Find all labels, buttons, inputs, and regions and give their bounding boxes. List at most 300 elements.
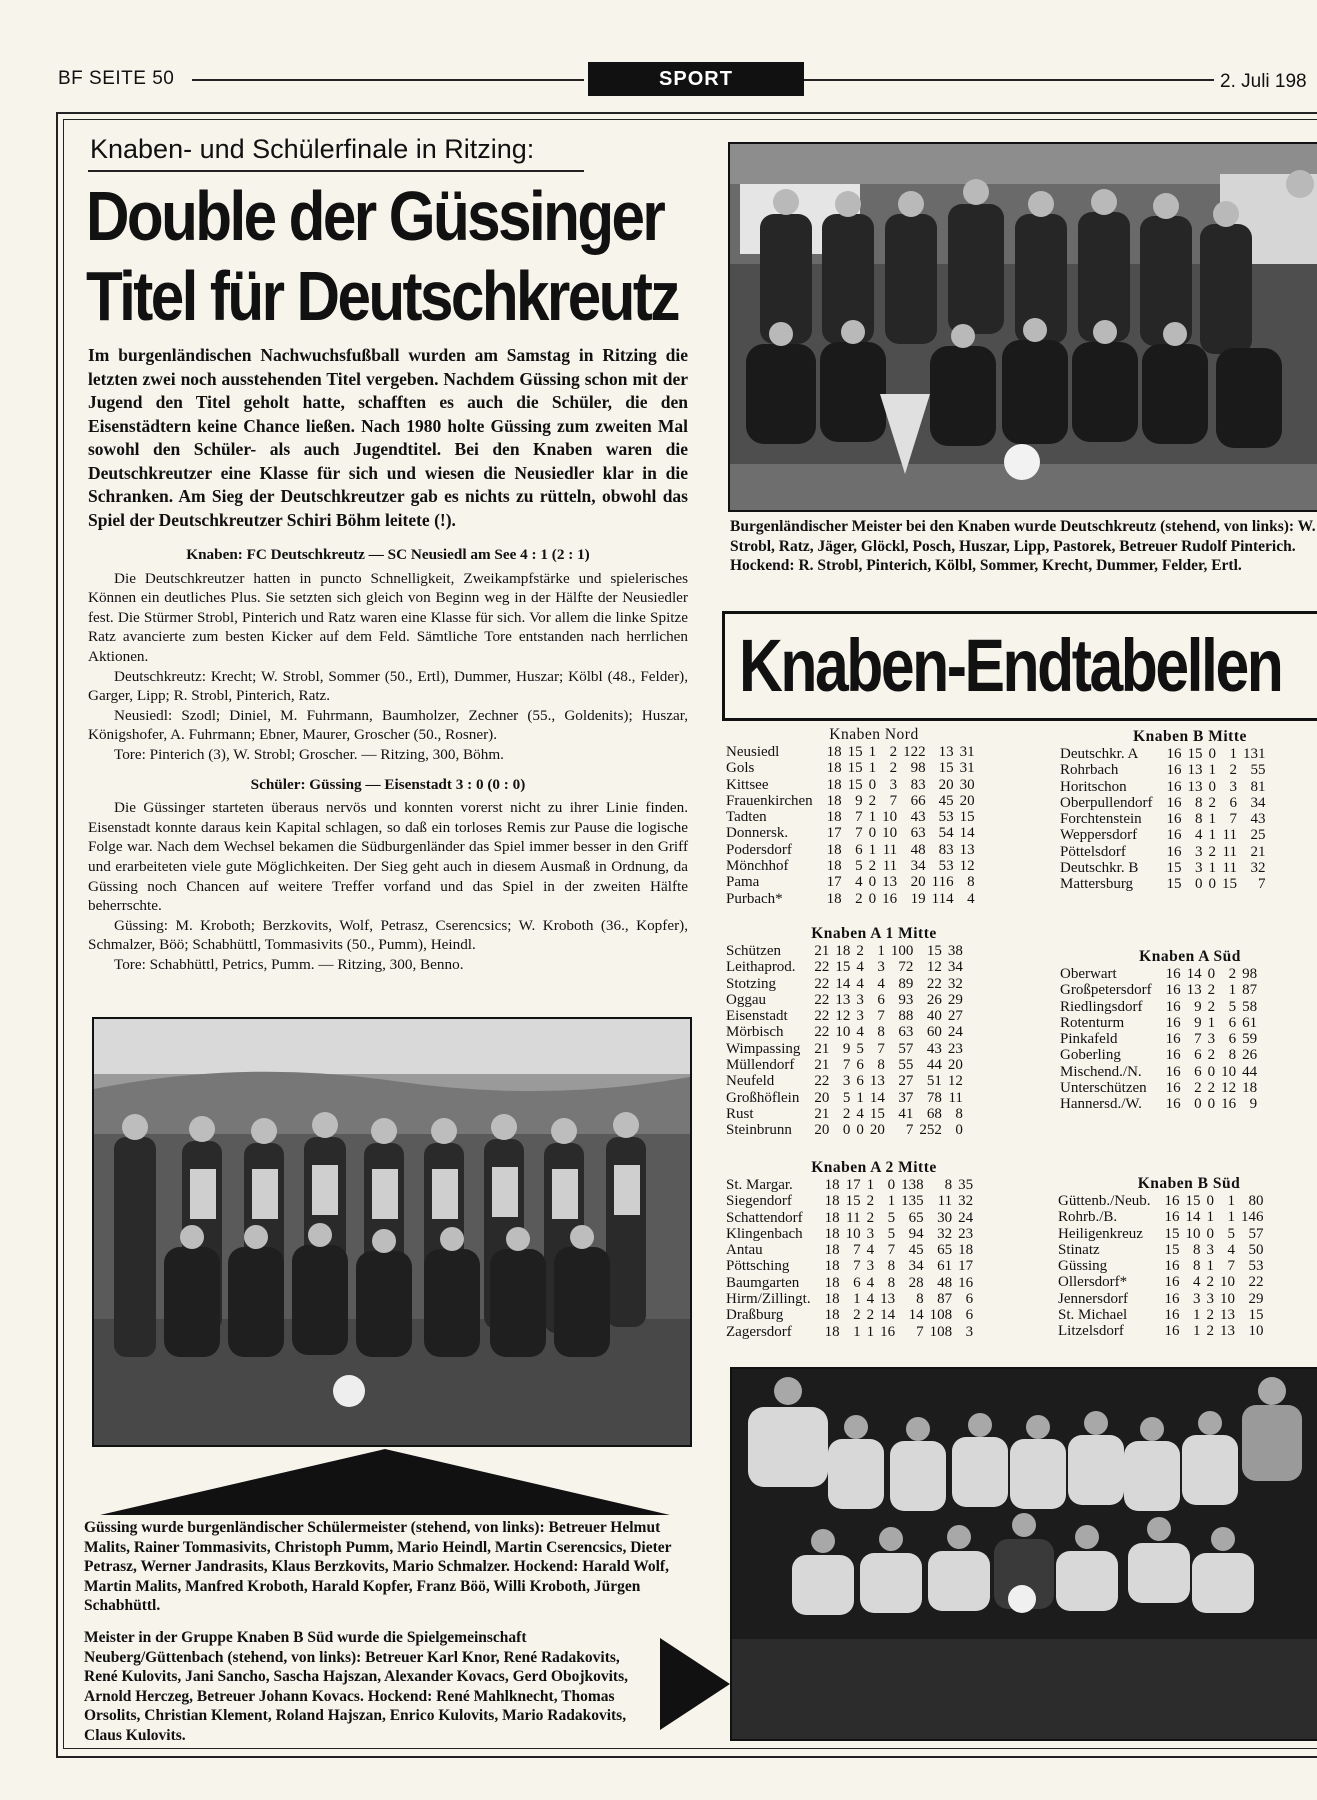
stat-cell: 53 <box>1248 1258 1264 1275</box>
table-row <box>1058 1209 1263 1225</box>
team-name: Pinkafeld <box>1060 1031 1118 1048</box>
stat-cell: 2 <box>889 760 898 777</box>
stat-cell: 18 <box>824 1291 840 1308</box>
stat-cell: 0 <box>868 890 877 907</box>
table-row <box>726 842 975 858</box>
team-name: Unterschützen <box>1060 1080 1147 1097</box>
stat-cell: 4 <box>1227 1241 1235 1258</box>
table-row <box>1060 746 1265 762</box>
table-row <box>1058 1291 1263 1307</box>
stat-cell: 29 <box>947 991 963 1008</box>
table-row <box>726 744 975 760</box>
stat-cell: 24 <box>958 1209 974 1226</box>
stat-cell: 2 <box>868 858 877 875</box>
team-name: Mörbisch <box>726 1024 784 1041</box>
stat-cell: 4 <box>866 1274 875 1291</box>
stat-cell: 58 <box>1242 998 1258 1015</box>
stat-cell: 16 <box>1221 1096 1237 1113</box>
stat-cell: 2 <box>855 890 863 907</box>
stat-cell: 7 <box>1194 1031 1202 1048</box>
stat-cell: 10 <box>882 825 898 842</box>
stat-cell: 7 <box>887 1242 896 1259</box>
stat-cell: 7 <box>877 1008 885 1025</box>
table-row <box>726 809 975 825</box>
stat-cell: 2 <box>1208 843 1216 860</box>
stat-cell: 10 <box>1248 1323 1264 1340</box>
stat-cell: 2 <box>866 1209 875 1226</box>
stat-cell: 14 <box>908 1307 924 1324</box>
stat-cell: 18 <box>824 1323 840 1340</box>
page-label: BF SEITE 50 <box>58 68 175 89</box>
team-name: Hannersd./W. <box>1060 1096 1142 1113</box>
table-knaben-b-sued <box>1058 1175 1317 1340</box>
stat-cell: 16 <box>1164 1307 1180 1324</box>
stat-cell: 55 <box>898 1057 914 1074</box>
stat-cell: 2 <box>1207 982 1216 999</box>
match1-text: Die Deutschkreutzer hatten in puncto Schnelligkeit, Zweikampfstärke und spielerisches Können ein deutliches Plus. Sie setzten sich gleich von Beginn weg in der Hälfte der Neusiedler fest. Die Stürmer Strobl, Pinterich und Ratz waren eine Klasse für sich. Vor allem die linke Spitze Ratz avancierte zum besten Kicker auf dem Feld. Sämtliche Tore entstanden nach herrlichen Aktionen. <box>88 569 688 665</box>
stat-cell: 43 <box>926 1040 942 1057</box>
stat-cell: 131 <box>1242 746 1266 762</box>
stat-cell: 1 <box>853 1323 861 1340</box>
stat-cell: 8 <box>1192 1241 1201 1258</box>
stat-cell: 10 <box>1219 1274 1235 1291</box>
table-row <box>726 1090 963 1106</box>
stat-cell: 17 <box>958 1258 974 1275</box>
photo-deutschkreutz-image <box>730 144 1317 510</box>
stat-cell: 34 <box>1250 794 1266 811</box>
stat-cell: 4 <box>877 975 885 992</box>
stat-cell: 16 <box>958 1274 974 1291</box>
stat-cell: 20 <box>869 1122 885 1139</box>
table-row <box>726 777 975 793</box>
team-name: Purbach* <box>726 890 783 907</box>
stat-cell: 2 <box>1207 1080 1216 1097</box>
table-row <box>726 1106 963 1122</box>
stat-cell: 0 <box>1206 1193 1214 1209</box>
stat-cell: 1 <box>1227 1209 1235 1226</box>
stat-cell: 10 <box>882 809 898 826</box>
team-name: Oberpullendorf <box>1060 794 1153 811</box>
stat-cell: 2 <box>889 744 898 760</box>
stat-cell: 8 <box>955 1105 963 1122</box>
stat-cell: 19 <box>910 890 926 907</box>
stat-cell: 4 <box>856 1105 864 1122</box>
team-name: Mattersburg <box>1060 876 1134 893</box>
team-name: Schützen <box>726 943 781 959</box>
team-name: Mönchhof <box>726 858 789 875</box>
stat-cell: 2 <box>1206 1323 1214 1340</box>
stat-cell: 26 <box>926 991 942 1008</box>
stat-cell: 26 <box>1242 1047 1258 1064</box>
table-row <box>726 874 975 890</box>
stat-cell: 10 <box>1221 1063 1237 1080</box>
stat-cell: 7 <box>1257 876 1266 893</box>
table-row <box>726 1057 963 1073</box>
team-name: Gols <box>726 760 755 777</box>
stat-cell: 0 <box>1207 1063 1216 1080</box>
stat-cell: 24 <box>947 1024 963 1041</box>
stat-cell: 10 <box>835 1024 851 1041</box>
stat-cell: 2 <box>1194 1080 1202 1097</box>
table-row <box>726 858 975 874</box>
stat-cell: 1 <box>877 943 885 959</box>
stat-cell: 5 <box>856 1040 864 1057</box>
team-name: Leithaprod. <box>726 959 796 976</box>
table-row <box>726 1324 973 1340</box>
team-name: Eisenstadt <box>726 1008 788 1025</box>
stat-cell: 2 <box>1208 794 1216 811</box>
stat-cell: 3 <box>856 1008 864 1025</box>
stat-cell: 16 <box>1166 843 1182 860</box>
team-name: Rotenturm <box>1060 1014 1125 1031</box>
photo-deutschkreutz-team <box>728 142 1317 512</box>
stat-cell: 14 <box>1186 966 1202 982</box>
stat-cell: 1 <box>1192 1307 1201 1324</box>
stat-cell: 11 <box>846 1209 861 1226</box>
stat-cell: 15 <box>1166 876 1182 893</box>
team-name: Schattendorf <box>726 1209 803 1226</box>
table-row <box>1058 1307 1263 1323</box>
stat-cell: 13 <box>882 874 898 891</box>
stat-cell: 30 <box>937 1209 953 1226</box>
team-name: Forchtenstein <box>1060 811 1142 828</box>
stat-cell: 1 <box>868 744 877 760</box>
stat-cell: 23 <box>947 1040 963 1057</box>
stat-cell: 9 <box>842 1040 851 1057</box>
stat-cell: 22 <box>926 975 942 992</box>
team-name: Neusiedl <box>726 744 780 760</box>
table-row <box>726 1242 973 1258</box>
stat-cell: 122 <box>903 744 926 760</box>
stat-cell: 22 <box>814 959 830 976</box>
stat-cell: 20 <box>959 792 975 809</box>
match2-text: Die Güssinger starteten überaus nervös und konnten vorerst nicht zu ihrer Linie finden. Eisenstadt konnte daraus kein Kapital schlagen, so daß ein torloses Remis zur Pause die logische Folge war. Nach dem Wechsel bekamen die Südburgenländer das Spiel immer besser in den Griff und erarbeiteten viele gute Möglichkeiten. Der Sieg geht auch in diesem Ausmaß in Ordnung, da Güssing noch Chancen auf weitere Treffer vorfand und das Spiel in der zweiten Hälfte beherrschte. <box>88 799 688 915</box>
stat-cell: 20 <box>947 1057 963 1074</box>
stat-cell: 34 <box>908 1258 924 1275</box>
team-name: Oggau <box>726 991 766 1008</box>
stat-cell: 11 <box>1222 860 1237 877</box>
stat-cell: 7 <box>1229 811 1237 828</box>
table-row <box>726 1073 963 1089</box>
stat-cell: 8 <box>1194 811 1203 828</box>
stat-cell: 5 <box>842 1089 851 1106</box>
team-name: Kittsee <box>726 776 769 793</box>
stat-cell: 1 <box>1208 762 1216 779</box>
stat-cell: 16 <box>1166 746 1182 762</box>
stat-cell: 4 <box>856 959 864 976</box>
stat-cell: 0 <box>842 1122 851 1139</box>
table-knaben-b-mitte <box>1060 728 1317 893</box>
stat-cell: 18 <box>824 1225 840 1242</box>
stat-cell: 18 <box>958 1242 974 1259</box>
stat-cell: 21 <box>1250 843 1266 860</box>
table-row <box>1058 1193 1263 1209</box>
stat-cell: 14 <box>869 1089 885 1106</box>
stat-cell: 20 <box>910 874 926 891</box>
stat-cell: 138 <box>901 1177 924 1193</box>
stat-cell: 83 <box>910 776 926 793</box>
team-name: Pöttsching <box>726 1258 790 1275</box>
team-name: Siegendorf <box>726 1193 792 1210</box>
stat-cell: 3 <box>1194 843 1203 860</box>
team-name: Großpetersdorf <box>1060 982 1152 999</box>
stat-cell: 252 <box>919 1122 942 1139</box>
table-row <box>1060 1047 1257 1063</box>
stat-cell: 1 <box>866 1323 875 1340</box>
stat-cell: 31 <box>959 760 975 777</box>
stat-cell: 54 <box>938 825 954 842</box>
stat-cell: 65 <box>937 1242 953 1259</box>
stat-cell: 51 <box>926 1073 942 1090</box>
stat-cell: 18 <box>824 1307 840 1324</box>
table-title: Knaben B Süd <box>1137 1175 1241 1192</box>
stat-cell: 80 <box>1248 1193 1264 1209</box>
stat-cell: 3 <box>866 1225 875 1242</box>
stat-cell: 0 <box>1194 1096 1202 1113</box>
stat-cell: 41 <box>898 1105 914 1122</box>
section-tag: SPORT <box>588 62 804 96</box>
stat-cell: 0 <box>955 1122 963 1139</box>
stat-cell: 1 <box>868 841 877 858</box>
stat-cell: 13 <box>869 1073 885 1090</box>
stat-cell: 16 <box>1166 794 1182 811</box>
stat-cell: 98 <box>910 760 926 777</box>
team-name: Rohrb./B. <box>1058 1209 1118 1226</box>
stat-cell: 43 <box>1250 811 1266 828</box>
stat-cell: 66 <box>910 792 926 809</box>
stat-cell: 16 <box>1164 1193 1180 1209</box>
stat-cell: 16 <box>1165 998 1181 1015</box>
stat-cell: 116 <box>931 874 954 891</box>
table-row <box>726 1024 963 1040</box>
table-row <box>726 760 975 776</box>
stat-cell: 17 <box>826 825 842 842</box>
stat-cell: 22 <box>814 1008 830 1025</box>
stat-cell: 15 <box>1164 1241 1180 1258</box>
stat-cell: 13 <box>1219 1307 1235 1324</box>
table-row <box>1060 844 1265 860</box>
table-row <box>726 1041 963 1057</box>
stat-cell: 1 <box>866 1177 875 1193</box>
stat-cell: 0 <box>1208 876 1216 893</box>
stat-cell: 3 <box>856 991 864 1008</box>
stat-cell: 11 <box>1222 843 1237 860</box>
stat-cell: 8 <box>1192 1258 1201 1275</box>
team-name: Podersdorf <box>726 841 792 858</box>
stat-cell: 3 <box>1206 1290 1214 1307</box>
team-name: Draßburg <box>726 1307 784 1324</box>
stat-cell: 15 <box>1187 746 1203 762</box>
stat-cell: 50 <box>1248 1241 1264 1258</box>
stat-cell: 4 <box>1194 827 1203 844</box>
team-name: Weppersdorf <box>1060 827 1138 844</box>
table-row <box>1058 1242 1263 1258</box>
photo-neuberg-team <box>730 1367 1317 1741</box>
table-row <box>726 959 963 975</box>
stat-cell: 12 <box>959 858 975 875</box>
stat-cell: 3 <box>1229 778 1237 795</box>
stat-cell: 15 <box>847 744 863 760</box>
team-name: Litzelsdorf <box>1058 1323 1124 1340</box>
stat-cell: 21 <box>814 1040 830 1057</box>
caption-neuberg: Meister in der Gruppe Knaben B Süd wurde die Spielgemeinschaft Neuberg/Güttenbach (stehend, von links): Betreuer Karl Knor, René Radakovits, René Kulovits, Jani Sancho, Sascha Hajszan, Alexander Kovacs, Gerd Obojkovits, Arnold Herczeg, Betreuer Johann Kovacs. Hockend: René Mahlknecht, Thomas Orsolits, Christian Klement, Roland Hajszan, Enrico Kulovits, Mario Radakovits, Claus Kulovits. <box>84 1629 628 1744</box>
stat-cell: 6 <box>1228 1031 1237 1048</box>
stat-cell: 6 <box>1229 794 1237 811</box>
stat-cell: 4 <box>856 975 864 992</box>
stat-cell: 15 <box>1164 1225 1180 1242</box>
team-name: Goberling <box>1060 1047 1121 1064</box>
stat-cell: 16 <box>880 1323 896 1340</box>
team-name: Deutschkr. A <box>1060 746 1139 762</box>
stat-cell: 14 <box>959 825 975 842</box>
match2-title: Schüler: Güssing — Eisenstadt 3 : 0 (0 : 0) <box>250 775 526 793</box>
stat-cell: 13 <box>959 841 975 858</box>
stat-cell: 57 <box>1248 1225 1264 1242</box>
stat-cell: 5 <box>855 858 863 875</box>
stat-cell: 20 <box>814 1089 830 1106</box>
table-row <box>1058 1226 1263 1242</box>
stat-cell: 1 <box>856 1089 864 1106</box>
stat-cell: 4 <box>866 1242 875 1259</box>
stat-cell: 100 <box>890 943 914 959</box>
stat-cell: 15 <box>1185 1193 1201 1209</box>
stat-cell: 6 <box>965 1307 974 1324</box>
stat-cell: 18 <box>824 1242 840 1259</box>
stat-cell: 15 <box>938 760 954 777</box>
table-row <box>1060 1080 1257 1096</box>
stat-cell: 14 <box>835 975 851 992</box>
team-name: Klingenbach <box>726 1225 803 1242</box>
table-row <box>726 1258 973 1274</box>
stat-cell: 27 <box>898 1073 914 1090</box>
arrow-up-icon <box>100 1447 670 1515</box>
stat-cell: 29 <box>1248 1290 1264 1307</box>
stat-cell: 15 <box>835 959 851 976</box>
stat-cell: 1 <box>853 1291 861 1308</box>
stat-cell: 1 <box>1227 1193 1235 1209</box>
stat-cell: 108 <box>929 1323 953 1340</box>
table-row <box>1060 795 1265 811</box>
team-name: St. Margar. <box>726 1177 793 1193</box>
stat-cell: 2 <box>1228 966 1237 982</box>
stat-cell: 2 <box>842 1105 851 1122</box>
kicker-rule <box>88 170 584 172</box>
stat-cell: 83 <box>938 841 954 858</box>
stat-cell: 2 <box>868 792 877 809</box>
stat-cell: 8 <box>1194 794 1203 811</box>
stat-cell: 18 <box>835 943 851 959</box>
stat-cell: 2 <box>1229 762 1237 779</box>
standings-table <box>1058 1193 1263 1340</box>
stat-cell: 1 <box>887 1193 896 1210</box>
stat-cell: 16 <box>1165 966 1181 982</box>
stat-cell: 9 <box>1194 1014 1202 1031</box>
stat-cell: 18 <box>824 1193 840 1210</box>
table-row <box>1060 860 1265 876</box>
stat-cell: 15 <box>1166 860 1182 877</box>
stat-cell: 13 <box>1187 762 1203 779</box>
stat-cell: 3 <box>866 1258 875 1275</box>
team-name: Zagersdorf <box>726 1323 792 1340</box>
team-name: Donnersk. <box>726 825 789 842</box>
stat-cell: 27 <box>947 1008 963 1025</box>
stat-cell: 8 <box>1228 1047 1237 1064</box>
table-knaben-a2-mitte <box>726 1159 1022 1340</box>
standings-table <box>726 943 963 1139</box>
team-name: Riedlingsdorf <box>1060 998 1143 1015</box>
table-row <box>1060 762 1265 778</box>
stat-cell: 57 <box>898 1040 914 1057</box>
stat-cell: 13 <box>938 744 954 760</box>
stat-cell: 21 <box>814 943 830 959</box>
table-row <box>726 1193 973 1209</box>
team-name: Mischend./N. <box>1060 1063 1142 1080</box>
stat-cell: 6 <box>877 991 885 1008</box>
stat-cell: 18 <box>824 1274 840 1291</box>
photo-guessing-image <box>94 1019 690 1445</box>
team-name: Güttenb./Neub. <box>1058 1193 1151 1209</box>
stat-cell: 16 <box>882 890 898 907</box>
stat-cell: 1 <box>1208 811 1216 828</box>
stat-cell: 0 <box>1194 876 1203 893</box>
table-row <box>726 1307 973 1323</box>
stat-cell: 16 <box>1165 1014 1181 1031</box>
stat-cell: 1 <box>1208 860 1216 877</box>
table-row <box>1058 1323 1263 1339</box>
article-body <box>88 541 688 974</box>
stat-cell: 13 <box>1187 778 1203 795</box>
stat-cell: 7 <box>916 1323 924 1340</box>
team-name: Heiligenkreuz <box>1058 1225 1143 1242</box>
stat-cell: 0 <box>868 825 877 842</box>
stat-cell: 17 <box>826 874 842 891</box>
table-row <box>726 891 975 907</box>
ball-icon <box>1004 444 1040 480</box>
table-row <box>1058 1274 1263 1290</box>
stat-cell: 11 <box>882 858 898 875</box>
stat-cell: 44 <box>926 1057 942 1074</box>
tables-title-box <box>722 611 1317 721</box>
stat-cell: 6 <box>1228 1014 1237 1031</box>
match1-lineup-b: Neusiedl: Szodl; Diniel, M. Fuhrmann, Baumholzer, Zechner (55., Goldenits); Huszar, Königshofer, A. Fuhrmann; Ebner, Maurer, Groscher (50., Rosner). <box>88 706 688 744</box>
ball-icon <box>1008 1585 1036 1613</box>
stat-cell: 6 <box>855 841 863 858</box>
stat-cell: 53 <box>938 809 954 826</box>
stat-cell: 34 <box>947 959 963 976</box>
stat-cell: 9 <box>1194 998 1202 1015</box>
stat-cell: 3 <box>1192 1290 1201 1307</box>
stat-cell: 0 <box>1207 1096 1216 1113</box>
table-row <box>1060 1064 1257 1080</box>
stat-cell: 16 <box>1164 1209 1180 1226</box>
stat-cell: 6 <box>856 1057 864 1074</box>
stat-cell: 3 <box>889 776 898 793</box>
stat-cell: 8 <box>877 1024 885 1041</box>
team-name: Tadten <box>726 809 767 826</box>
stat-cell: 2 <box>1206 1274 1214 1291</box>
stat-cell: 8 <box>887 1274 896 1291</box>
team-name: Deutschkr. B <box>1060 860 1139 877</box>
ball-icon <box>333 1375 365 1407</box>
stat-cell: 22 <box>814 975 830 992</box>
stat-cell: 8 <box>916 1291 924 1308</box>
stat-cell: 7 <box>1227 1258 1235 1275</box>
stat-cell: 1 <box>1192 1323 1201 1340</box>
issue-date: 2. Juli 198 <box>1220 71 1307 92</box>
team-name: Großhöflein <box>726 1089 800 1106</box>
stat-cell: 53 <box>938 858 954 875</box>
team-name: Baumgarten <box>726 1274 800 1291</box>
